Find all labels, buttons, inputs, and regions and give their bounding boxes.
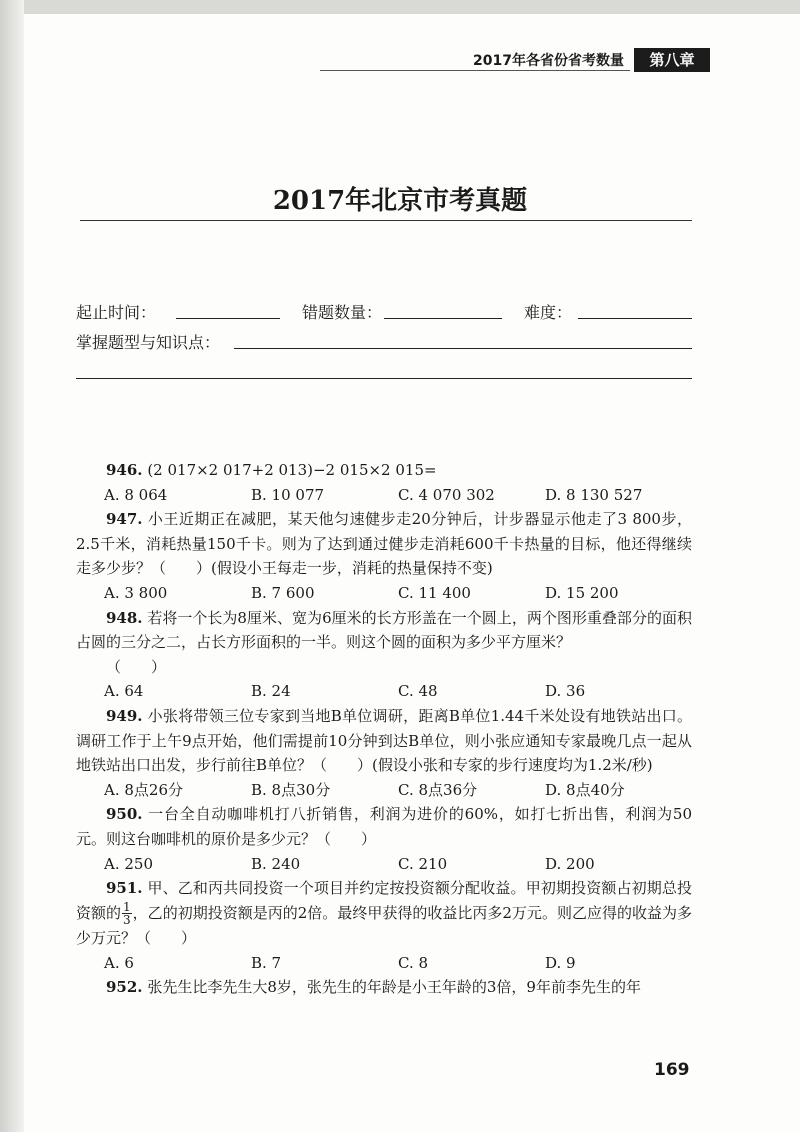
options-row (76, 852, 692, 877)
chapter-badge: 第八章 (634, 48, 710, 72)
book-title: 2017年各省份省考数量 (473, 53, 624, 69)
option-b: B. 8点30分 (251, 780, 331, 799)
option-d: D. 36 (545, 682, 586, 701)
question-950 (76, 802, 692, 876)
start-time-blank[interactable] (176, 304, 280, 319)
option-c: C. 210 (398, 854, 448, 873)
question-text: 张先生比李先生大8岁，张先生的年龄是小王年龄的3倍，9年前李先生的年 (142, 978, 641, 997)
option-b: B. 240 (251, 854, 301, 873)
option-c: C. 8点36分 (398, 780, 478, 799)
question-947 (76, 507, 692, 605)
question-text: 一台全自动咖啡机打八折销售，利润为进价的60%，如打七折出售，利润为50元。则这台咖啡机的原价是多少元？（ ） (76, 805, 692, 848)
question-text: 小张将带领三位专家到当地B单位调研，距离B单位1.44千米处设有地铁站出口。调研工作于上午9点开始，他们需提前10分钟到达B单位，则小张应通知专家最晚几点一起从地铁站出口出发，步行前往B单位？（ ）(假设小张和专家的步行速度均为1.2米/秒) (76, 706, 692, 775)
question-946 (76, 458, 692, 507)
errors-label: 错题数量： (302, 303, 383, 322)
meta-row-2 (76, 330, 692, 354)
meta-row-1 (76, 300, 692, 324)
question-951 (76, 876, 692, 975)
option-d: D. 9 (545, 953, 576, 972)
fraction-denominator: 3 (123, 913, 131, 928)
option-a: A. 250 (104, 854, 153, 873)
page-number: 169 (654, 1060, 690, 1080)
title-underline (80, 220, 692, 221)
knowledge-label: 掌握题型与知识点： (76, 333, 221, 352)
option-d: D. 8 130 527 (545, 485, 643, 504)
question-948 (76, 606, 692, 704)
page-title: 2017年北京市考真题 (272, 186, 528, 216)
question-list (76, 458, 692, 1000)
running-header (320, 48, 710, 74)
answer-paren: （ ） (106, 657, 167, 676)
scan-border-top (0, 0, 800, 14)
question-number: 949. (106, 706, 143, 725)
option-d: D. 15 200 (545, 583, 619, 602)
fraction-numerator: 1 (123, 900, 131, 915)
question-number: 947. (106, 510, 143, 529)
question-number: 950. (106, 805, 143, 824)
question-text: (2 017×2 017+2 013)−2 015×2 015= (142, 461, 437, 479)
header-rule (320, 70, 630, 71)
option-c: C. 11 400 (398, 583, 471, 602)
notes-line[interactable] (76, 378, 692, 379)
question-text-cont: ，乙的初期投资额是丙的2倍。最终甲获得的收益比丙多2万元。则乙应得的收益为多少万元？（ ） (76, 903, 692, 948)
options-row (76, 951, 692, 976)
option-a: A. 8点26分 (104, 780, 183, 799)
option-d: D. 8点40分 (545, 780, 625, 799)
start-time-label: 起止时间： (76, 303, 157, 322)
option-c: C. 4 070 302 (398, 485, 495, 504)
option-a: A. 8 064 (104, 485, 168, 504)
question-949 (76, 704, 692, 802)
options-row (76, 483, 692, 508)
scan-border-left (0, 0, 24, 1132)
option-c: C. 48 (398, 682, 438, 701)
question-text: 小王近期正在减肥，某天他匀速健步走20分钟后，计步器显示他走了3 800步，2.5千米，消耗热量150千卡。则为了达到通过健步走消耗600千卡热量的目标，他还得继续走多少步？（ ）(假设小王每走一步，消耗的热量保持不变) (76, 510, 692, 578)
difficulty-label: 难度： (524, 303, 573, 322)
option-a: A. 6 (104, 953, 134, 972)
question-text: 若将一个长为8厘米、宽为6厘米的长方形盖在一个圆上，两个图形重叠部分的面积占圆的三分之二，占长方形面积的一半。则这个圆的面积为多少平方厘米？ (76, 608, 692, 652)
question-number: 952. (106, 978, 143, 997)
question-number: 951. (106, 879, 143, 898)
difficulty-blank[interactable] (578, 304, 692, 319)
options-row (76, 778, 692, 803)
option-d: D. 200 (545, 854, 595, 873)
fraction-one-third (122, 901, 132, 926)
question-952 (76, 975, 692, 1000)
option-b: B. 24 (251, 682, 291, 701)
option-b: B. 7 600 (251, 583, 315, 602)
option-b: B. 10 077 (251, 485, 325, 504)
options-row (76, 581, 692, 606)
option-a: A. 3 800 (104, 583, 168, 602)
option-b: B. 7 (251, 953, 282, 972)
knowledge-blank[interactable] (234, 334, 692, 349)
question-number: 946. (106, 461, 143, 479)
option-c: C. 8 (398, 953, 429, 972)
question-number: 948. (106, 608, 143, 627)
errors-blank[interactable] (384, 304, 502, 319)
question-text: 甲、乙和丙共同投资一个项目并约定按投资额分配收益。甲初期投资额占初期总投资额的 (76, 879, 692, 922)
options-row (76, 679, 692, 704)
option-a: A. 64 (104, 682, 144, 701)
